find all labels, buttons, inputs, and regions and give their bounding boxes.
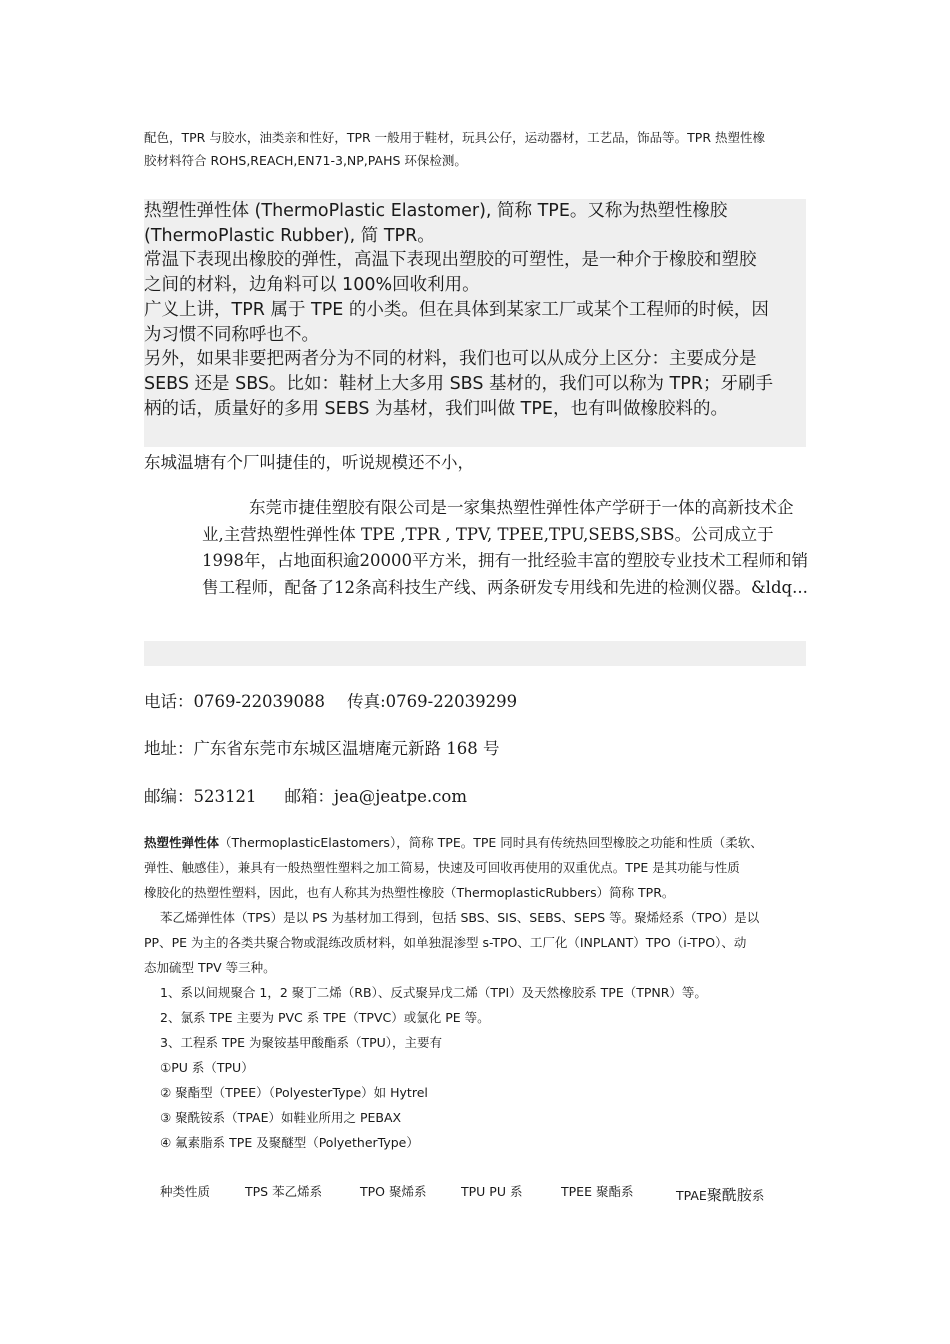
body-line: PP、PE 为主的各类共聚合物或混练改质材料，如单独混渗型 s-TPO、工厂化（INPLANT）TPO（i-TPO）、动	[144, 935, 747, 950]
company-description: 东莞市捷佳塑胶有限公司是一家集热塑性弹性体产学研于一体的高新技术企业,主营热塑性弹性体 TPE ,TPR , TPV, TPEE,TPU,SEBS,SBS。公司成立于1998年，占地面积逾20000平方米，拥有一批经验丰富的塑胶专业技术工程师和销售工程师，配备了12条高科技生产线、两条研发专用线和先进的检测仪器。&ldq...	[202, 498, 808, 597]
definition-line: 柄的话，质量好的多用 SEBS 为基材，我们叫做 TPE，也有叫做橡胶料的。	[144, 398, 728, 419]
table-header-cell	[676, 1184, 764, 1205]
tpe-definition-block	[144, 199, 806, 447]
postcode: 邮编：523121	[144, 787, 257, 806]
definition-line: 热塑性弹性体 (ThermoPlastic Elastomer), 简称 TPE。又称为热塑性橡胶	[144, 201, 728, 221]
contact-postcode-email	[144, 785, 806, 809]
table-header-cell: TPO 聚烯系	[360, 1184, 427, 1199]
table-header-cell: TPU PU 系	[461, 1184, 523, 1199]
list-item: 1、系以间规聚合 1，2 聚丁二烯（RB）、反式聚异戊二烯（TPI）及天然橡胶系 TPE（TPNR）等。	[160, 985, 707, 1000]
list-item: 2、氯系 TPE 主要为 PVC 系 TPE（TPVC）或氯化 PE 等。	[160, 1010, 490, 1025]
phone: 电话：0769-22039088	[144, 692, 326, 711]
list-item: ①PU 系（TPU）	[160, 1060, 254, 1075]
body-line: 橡胶化的热塑性塑料，因此，也有人称其为热塑性橡胶（ThermoplasticRubbers）简称 TPR。	[144, 885, 675, 900]
table-header-cell: 种类性质	[160, 1184, 211, 1199]
fax: 传真:0769-22039299	[347, 692, 518, 711]
intro-line-2: 胶材料符合 ROHS,REACH,EN71-3,NP,PAHS 环保检测。	[144, 153, 467, 168]
town-remark: 东城温塘有个厂叫捷佳的，听说规模还不小，	[144, 453, 474, 472]
intro-line-1: 配色，TPR 与胶水，油类亲和性好，TPR 一般用于鞋材，玩具公仔，运动器材，工艺品，饰品等。TPR 热塑性橡	[144, 130, 765, 145]
table-header-text: TPAE	[676, 1188, 707, 1203]
tpe-category-list	[160, 980, 806, 1155]
definition-line: 另外，如果非要把两者分为不同的材料，我们也可以从成分上区分：主要成分是	[144, 349, 757, 370]
term-bold: 热塑性弹性体	[144, 835, 220, 850]
definition-line: 常温下表现出橡胶的弹性，高温下表现出塑胶的可塑性，是一种介于橡胶和塑胶	[144, 250, 757, 271]
list-item: ③ 聚酰铵系（TPAE）如鞋业所用之 PEBAX	[160, 1110, 402, 1125]
list-item: ④ 氟素脂系 TPE 及聚醚型（PolyetherType）	[160, 1135, 419, 1150]
definition-line: 为习惯不同称呼也不。	[144, 324, 319, 345]
definition-line: 广义上讲，TPR 属于 TPE 的小类。但在具体到某家工厂或某个工程师的时候，因	[144, 299, 769, 320]
divider-bar	[144, 641, 806, 666]
body-line: 苯乙烯弹性体（TPS）是以 PS 为基材加工得到，包括 SBS、SIS、SEBS、SEPS 等。聚烯烃系（TPO）是以	[160, 910, 760, 925]
contact-address: 地址：广东省东莞市东城区温塘庵元新路 168 号	[144, 739, 500, 758]
tpe-intro-paragraph	[144, 830, 806, 980]
table-header-row	[160, 1180, 806, 1206]
body-line: （ThermoplasticElastomers），简称 TPE。TPE 同时具有传统热回型橡胶之功能和性质（柔软、	[219, 835, 763, 850]
definition-line: 之间的材料，边角料可以 100%回收利用。	[144, 275, 480, 296]
list-item: ② 聚酯型（TPEE）（PolyesterType）如 Hytrel	[160, 1085, 428, 1100]
intro-paragraph	[144, 126, 806, 172]
table-header-text: 聚酰胺	[706, 1186, 752, 1204]
table-header-text: 系	[751, 1188, 765, 1203]
table-header-cell: TPS 苯乙烯系	[245, 1184, 323, 1199]
body-line: 弹性、触感佳），兼具有一般热塑性塑料之加工简易，快速及可回收再使用的双重优点。TPE 是其功能与性质	[144, 860, 740, 875]
table-header-cell: TPEE 聚酯系	[561, 1184, 634, 1199]
definition-line: SEBS 还是 SBS。比如：鞋材上大多用 SBS 基材的，我们可以称为 TPR；牙刷手	[144, 373, 774, 394]
body-line: 态加硫型 TPV 等三种。	[144, 960, 276, 975]
definition-line: (ThermoPlastic Rubber), 简 TPR。	[144, 225, 435, 246]
email: 邮箱：jea@jeatpe.com	[284, 787, 467, 806]
contact-phone-fax	[144, 690, 806, 714]
list-item: 3、工程系 TPE 为聚铵基甲酸酯系（TPU），主要有	[160, 1035, 443, 1050]
